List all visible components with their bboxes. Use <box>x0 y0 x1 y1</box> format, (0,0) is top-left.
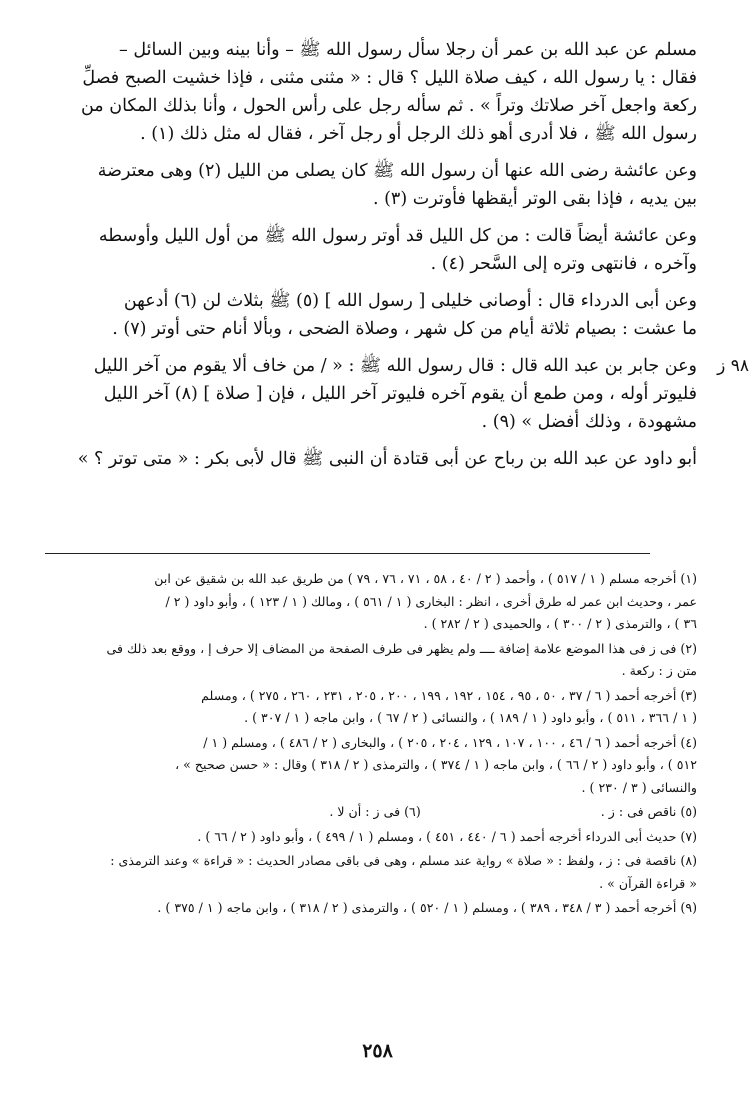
footnote-line: (٢) فى ز فى هذا الموضع علامة إضافة ــــ ولم يظهر فى طرف الصفحة من المضاف إلا حرف إ ، ووقع بعد ذلك فى <box>106 640 697 656</box>
paragraph-hadith-aisha-2 <box>70 222 697 278</box>
text-line: ما عشت : بصيام ثلاثة أيام من كل شهر ، وصلاة الضحى ، وبألا أنام حتى أوتر (٧) . <box>112 319 697 339</box>
footnote-line: عمر ، وحديث ابن عمر له طرق أخرى ، انظر : البخارى ( ١ / ٥٦١ ) ، ومالك ( ١ / ١٢٣ ) ، وأبو داود ( ٢ / <box>165 593 697 609</box>
footnote-line: متن ز : ركعة . <box>621 663 697 678</box>
text-line: مشهودة ، وذلك أفضل » (٩) . <box>481 412 697 432</box>
footnote-9 <box>50 897 697 920</box>
text-line: ركعة واجعل آخر صلاتك وتراً » . ثم سأله رجل على رأس الحول ، وأنا بذلك المكان من <box>80 96 697 116</box>
footnote-line: والنسائى ( ٣ / ٢٣٠ ) . <box>581 779 697 795</box>
footnotes-5-6 <box>50 801 697 824</box>
footnote-divider <box>45 553 650 554</box>
paragraph-hadith-jabir <box>70 352 749 436</box>
footnote-7 <box>50 826 697 849</box>
main-text <box>70 36 749 482</box>
footnote-line: ٣٦ ) ، والترمذى ( ٢ / ٣٠٠ ) ، والحميدى ( ٢ / ٢٨٢ ) . <box>423 616 697 631</box>
footnote-8 <box>50 850 697 895</box>
footnote-line: ( ١ / ٣٦٦ ، ٥١١ ) ، وأبو داود ( ١ / ١٨٩ ) ، والنسائى ( ٢ / ٦٧ ) ، وابن ماجه ( ١ / ٣٠٧ ) . <box>244 710 697 725</box>
footnote-line: (١) أخرجه مسلم ( ١ / ٥١٧ ) ، وأحمد ( ٢ / ٤٠ ، ٥٨ ، ٧١ ، ٧٦ ، ٧٩ ) من طريق عبد الله بن شقيق عن ابن <box>154 571 697 586</box>
footnote-2 <box>50 638 697 683</box>
text-line: فقال : يا رسول الله ، كيف صلاة الليل ؟ قال : « مثنى مثنى ، فإذا خشيت الصبح فصلِّ <box>82 68 697 88</box>
footnote-4 <box>50 732 697 800</box>
text-line: وعن أبى الدرداء قال : أوصانى خليلى [ رسول الله ] (٥) ﷺ بثلاث لن (٦) أدعهن <box>123 291 697 311</box>
footnote-6: (٦) فى ز : أن لا . <box>329 804 421 819</box>
text-line: وآخره ، فانتهى وتره إلى السَّحر (٤) . <box>430 254 697 274</box>
footnote-5: (٥) ناقص فى : ز . <box>600 804 697 819</box>
paragraph-hadith-abu-darda <box>70 287 697 343</box>
text-line: أبو داود عن عبد الله بن رباح عن أبى قتادة أن النبى ﷺ قال لأبى بكر : « متى توتر ؟ » <box>77 449 697 469</box>
text-line: وعن عائشة رضى الله عنها أن رسول الله ﷺ كان يصلى من الليل (٢) وهى معترضة <box>97 161 697 181</box>
paragraph-abu-dawud <box>70 445 697 473</box>
footnote-line: (٩) أخرجه أحمد ( ٣ / ٣٤٨ ، ٣٨٩ ) ، ومسلم ( ١ / ٥٢٠ ) ، والترمذى ( ٢ / ٣١٨ ) ، وابن ماجه ( ١ / ٣٧٥ ) . <box>157 900 697 915</box>
text-line: وعن جابر بن عبد الله قال : قال رسول الله ﷺ : « / من خاف ألا يقوم من آخر الليل <box>93 356 697 376</box>
footnotes <box>50 568 697 922</box>
footnote-line: « قراءة القرآن » . <box>599 875 697 891</box>
footnote-3 <box>50 685 697 730</box>
footnote-1 <box>50 568 697 636</box>
footnote-line: ٥١٢ ) ، وأبو داود ( ٢ / ٦٦ ) ، وابن ماجه ( ١ / ٣٧٤ ) ، والترمذى ( ٢ / ٣١٨ ) وقال : « حسن صحيح » ، <box>175 757 697 772</box>
text-line: رسول الله ﷺ ، فلا أدرى أهو ذلك الرجل أو رجل آخر ، فقال له مثل ذلك (١) . <box>140 124 697 144</box>
paragraph-hadith-aisha-1 <box>70 157 697 213</box>
footnote-line: (٣) أخرجه أحمد ( ٦ / ٣٧ ، ٥٠ ، ٩٥ ، ١٥٤ ، ١٩٢ ، ١٩٩ ، ٢٠٠ ، ٢٠٥ ، ٢٣١ ، ٢٦٠ ، ٢٧٥ ) ، ومسلم <box>201 687 697 703</box>
text-line: بين يديه ، فإذا بقى الوتر أيقظها فأوترت (٣) . <box>372 189 697 209</box>
page-number: ٢٥٨ <box>362 1040 393 1062</box>
paragraph-hadith-ibn-umar <box>70 36 697 148</box>
text-line: مسلم عن عبد الله بن عمر أن رجلا سأل رسول الله ﷺ – وأنا بينه وبين السائل – <box>119 40 697 60</box>
text-line: وعن عائشة أيضاً قالت : من كل الليل قد أوتر رسول الله ﷺ من أول الليل وأوسطه <box>98 226 697 246</box>
footnote-line: (٨) ناقصة فى : ز ، ولفظ : « صلاة » رواية عند مسلم ، وهى فى باقى مصادر الحديث : « قراءة » وعند الترمذى : <box>110 853 697 868</box>
text-line: فليوتر أوله ، ومن طمع أن يقوم آخره فليوتر آخر الليل ، فإن [ صلاة ] (٨) آخر الليل <box>103 384 697 404</box>
footnote-line: (٤) أخرجه أحمد ( ٦ / ٤٦ ، ١٠٠ ، ١٠٧ ، ١٢٩ ، ٢٠٤ ، ٢٠٥ ) ، والبخارى ( ٢ / ٤٨٦ ) ، ومسلم ( ١ / <box>203 734 697 750</box>
manuscript-folio-marker: ٩٨ ز <box>717 356 749 376</box>
footnote-line: (٧) حديث أبى الدرداء أخرجه أحمد ( ٦ / ٤٤٠ ، ٤٥١ ) ، ومسلم ( ١ / ٤٩٩ ) ، وأبو داود ( ٢ / ٦٦ ) . <box>197 828 697 844</box>
